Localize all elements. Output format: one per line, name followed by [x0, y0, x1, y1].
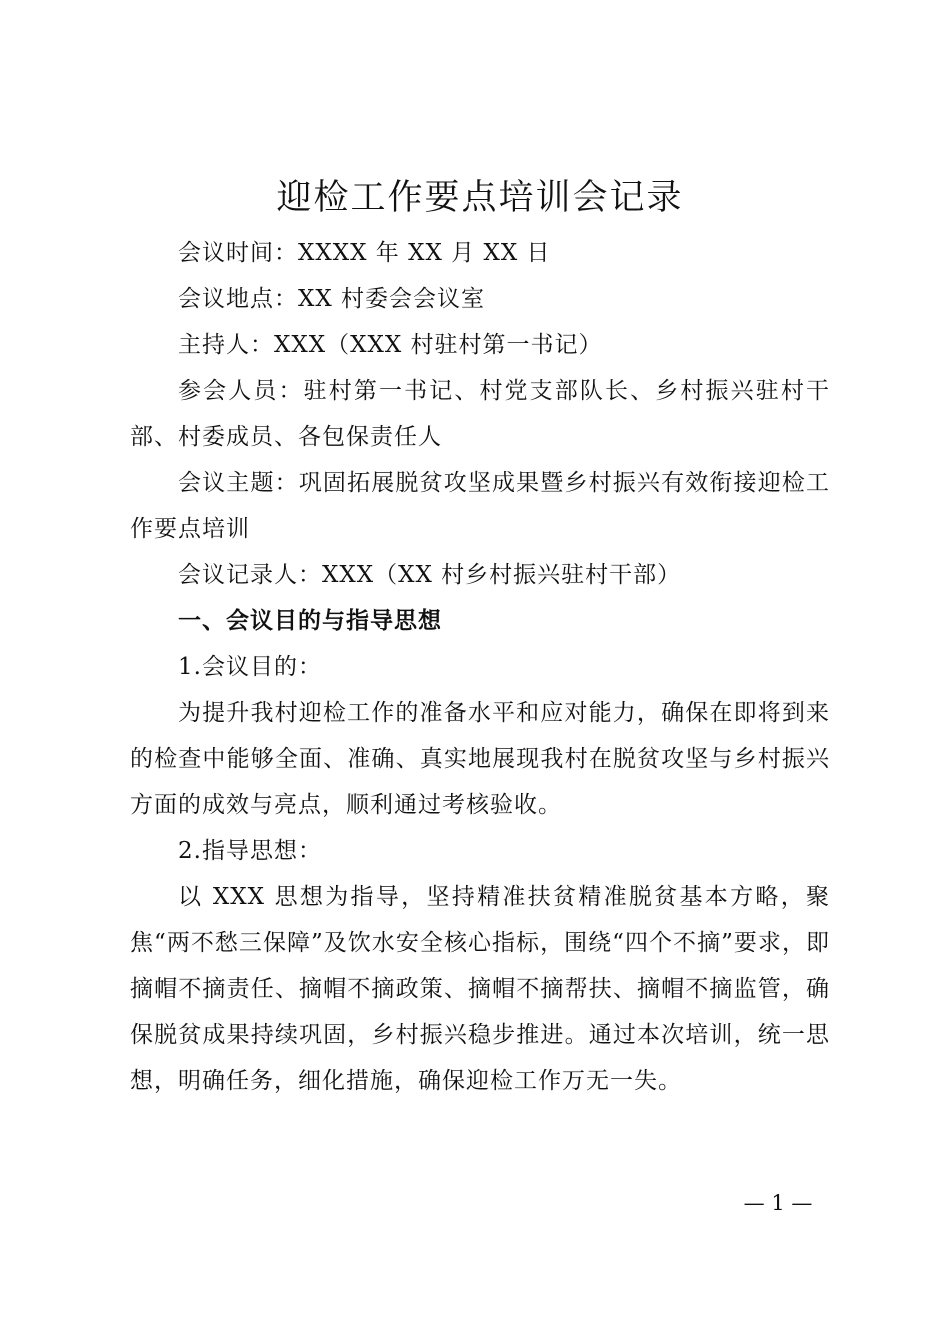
guidance-paragraph: 以 XXX 思想为指导，坚持精准扶贫精准脱贫基本方略，聚焦“两不愁三保障”及饮水安全核心指标，围绕“四个不摘”要求，即摘帽不摘责任、摘帽不摘政策、摘帽不摘帮扶、摘帽不摘监管，确保脱贫成果持续巩固，乡村振兴稳步推进。通过本次培训，统一思想，明确任务，细化措施，确保迎检工作万无一失。: [130, 884, 830, 1094]
document-title: 迎检工作要点培训会记录: [276, 178, 684, 218]
meeting-place: 会议地点：XX 村委会会议室: [178, 286, 486, 312]
page-number: — 1 —: [743, 1191, 813, 1215]
purpose-label: 1.会议目的：: [178, 654, 322, 680]
section-heading: 一、会议目的与指导思想: [178, 608, 442, 634]
meeting-host: 主持人：XXX（XXX 村驻村第一书记）: [178, 332, 603, 358]
purpose-paragraph: 为提升我村迎检工作的准备水平和应对能力，确保在即将到来的检查中能够全面、准确、真实地展现我村在脱贫攻坚与乡村振兴方面的成效与亮点，顺利通过考核验收。: [130, 700, 830, 818]
meeting-attendees: 参会人员：驻村第一书记、村党支部队长、乡村振兴驻村干部、村委成员、各包保责任人: [130, 378, 830, 450]
meeting-topic: 会议主题：巩固拓展脱贫攻坚成果暨乡村振兴有效衔接迎检工作要点培训: [130, 470, 830, 542]
document-body: [130, 170, 830, 1104]
meeting-recorder: 会议记录人：XXX（XX 村乡村振兴驻村干部）: [178, 562, 682, 588]
guidance-label: 2.指导思想：: [178, 838, 322, 864]
meeting-time: 会议时间：XXXX 年 XX 月 XX 日: [178, 240, 551, 266]
